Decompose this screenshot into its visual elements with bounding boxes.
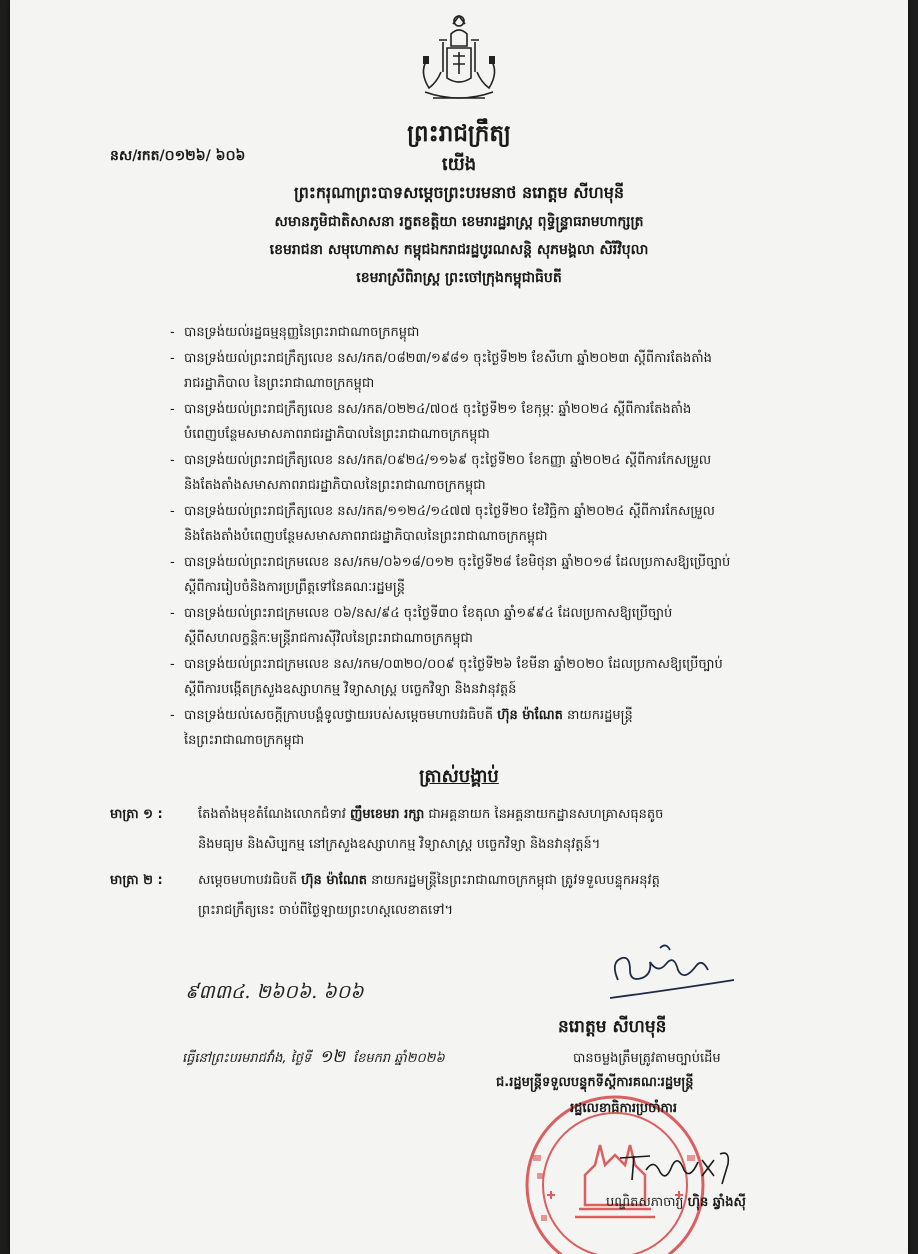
decree-page xyxy=(10,0,908,1254)
list-item: - បានទ្រង់យល់រដ្ឋធម្មនុញ្ញនៃព្រះរាជាណាចក្រកម្ពុជា xyxy=(170,325,420,340)
article-text: នាយករដ្ឋមន្ត្រីនៃព្រះរាជាណាចក្រកម្ពុជា ត្រូវទទួលបន្ទុកអនុវត្ត xyxy=(371,873,660,888)
certified-copy-text: បានចម្លងត្រឹមត្រូវតាមច្បាប់ដើម xyxy=(573,1051,721,1066)
article-text: ព្រះរាជក្រឹត្យនេះ ចាប់ពីថ្ងៃឡាយព្រះហស្តលេខាតទៅ។ xyxy=(198,903,454,918)
article-2 xyxy=(110,866,870,926)
preliminaries-list xyxy=(170,320,860,754)
list-item-text: នៃព្រះរាជាណាចក្រកម្ពុជា xyxy=(184,733,305,748)
honor-line-3: ខេមរាស្រីពិរាស្ត្រ ព្រះចៅក្រុងកម្ពុជាធិបតី xyxy=(356,270,562,286)
pm-name: ហ៊ុន ម៉ាណែត xyxy=(301,873,367,888)
royal-arms-emblem-icon xyxy=(413,12,505,108)
deputy-minister-line: ជ.រដ្ឋមន្ត្រីទទួលបន្ទុកទីស្តីការគណៈរដ្ឋមន្ត្រី xyxy=(496,1075,694,1090)
list-item: - បានទ្រង់យល់ព្រះរាជក្រមលេខ នស/រកម/០៦១៨/០១២ ចុះថ្ងៃទី២៨ ខែមិថុនា ឆ្នាំ២០១៨ ដែលប្រកាសឱ្យប្រើច្បាប់ ស្តីពីការរៀបចំនិងការប្រព្រឹត្តទៅនៃគណៈរដ្ឋមន្ត្រី xyxy=(170,550,860,601)
honor-line-2: ខេមរាជនា សមុហោភាស កម្ពុជឯករាជរដ្ឋបូរណសន្តិ សុភមង្គលា សិរីវិបុលា xyxy=(269,242,649,258)
list-item-text: និងតែងតាំងបំពេញបន្ថែមសមាសភាពរាជរដ្ឋាភិបាលនៃព្រះរាជាណាចក្រកម្ពុជា xyxy=(184,529,548,544)
list-item: - បានទ្រង់យល់ព្រះរាជក្រមលេខ នស/រកម/០៣២០/០០៩ ចុះថ្ងៃទី២៦ ខែមីនា ឆ្នាំ២០២០ ដែលប្រកាសឱ្យប្រើច្បាប់ ស្តីពីការបង្កើតក្រសួងឧស្សាហកម្ម វិទ្យាសាស្ត្រ បច្ចេកវិទ្យា និងនវានុវត្តន៍ xyxy=(170,652,860,703)
article-text: សម្តេចមហាបវរធិបតី xyxy=(198,873,298,888)
scholar-name: ហ៊ិន ឆ្វាំងស៊ី xyxy=(687,1195,746,1210)
pm-name: ហ៊ុន ម៉ាណែត xyxy=(497,707,563,723)
list-item-text: នាយករដ្ឋមន្ត្រី xyxy=(567,707,633,723)
honor-line-1: សមានភូមិជាតិសាសនា រក្ខតខត្តិយា ខេមរារដ្ឋរាស្ត្រ ពុទ្ធិន្ទ្រាធរាមហាក្សត្រ xyxy=(274,214,644,230)
article-label: មាត្រា ១ : xyxy=(110,807,163,822)
order-heading: ត្រាស់បង្គាប់ xyxy=(419,766,499,787)
list-item: - បានទ្រង់យល់ព្រះរាជក្រឹត្យលេខ នស/រកត/១១២៤/១៤៧៧ ចុះថ្ងៃទី២០ ខែវិច្ឆិកា ឆ្នាំ២០២៤ ស្តីពីការកែសម្រួល និងតែងតាំងបំពេញបន្ថែមសមាសភាពរាជរដ្ឋាភិបាលនៃព្រះរាជាណាចក្រកម្ពុជា xyxy=(170,499,860,550)
list-item-text: បានទ្រង់យល់ព្រះរាជក្រឹត្យលេខ នស/រកត/០៩២៤/១១៦៩ ចុះថ្ងៃទី២០ ខែកញ្ញា ឆ្នាំ២០២៤ ស្តីពីការកែសម្រួល xyxy=(184,452,712,468)
signer-name: នរោត្តម សីហមុនី xyxy=(558,1017,667,1037)
list-item-text: បានទ្រង់យល់ព្រះរាជក្រឹត្យលេខ នស/រកត/០២២៤/៧០៥ ចុះថ្ងៃទី២១ ខែកុម្ភៈ ឆ្នាំ២០២៤ ស្តីពីការតែងតាំង xyxy=(184,401,692,417)
king-title-line: ព្រះករុណាព្រះបាទសម្តេចព្រះបរមនាថ នរោត្តម សីហមុនី xyxy=(293,183,625,202)
appointee-name: ញឹមខេមរា រក្សា xyxy=(350,807,425,822)
official-signature-icon xyxy=(610,1140,750,1190)
article-text: តែងតាំងមុខតំណែងលោកជំទាវ xyxy=(198,807,346,822)
king-signature-icon xyxy=(600,940,740,1004)
decree-number: នស/រកត/០១២៦/ ៦០៦ xyxy=(110,148,246,164)
handwritten-date: ៩៣៣៤. ២៦០៦. ៦០៦ xyxy=(185,981,364,1003)
place-date-suffix: ខែមករា ឆ្នាំ២០២៦ xyxy=(353,1051,445,1066)
secretary-of-state-line: រដ្ឋលេខាធិការប្រចាំការ xyxy=(570,1101,678,1116)
list-item-text: ស្តីពីការរៀបចំនិងការប្រព្រឹត្តទៅនៃគណៈរដ្ឋមន្ត្រី xyxy=(184,580,405,595)
list-item: - បានទ្រង់យល់ព្រះរាជក្រឹត្យលេខ នស/រកត/០៩២៤/១១៦៩ ចុះថ្ងៃទី២០ ខែកញ្ញា ឆ្នាំ២០២៤ ស្តីពីការកែសម្រួល និងតែងតាំងសមាសភាពរាជរដ្ឋាភិបាលនៃព្រះរាជាណាចក្រកម្ពុជា xyxy=(170,448,860,499)
article-text: ជាអគ្គនាយក នៃអគ្គនាយកដ្ឋានសហគ្រាសធុនតូច xyxy=(428,807,664,822)
article-text: និងមធ្យម និងសិប្បកម្ម នៅក្រសួងឧស្សាហកម្ម វិទ្យាសាស្ត្រ បច្ចេកវិទ្យា និងនវានុវត្តន៍។ xyxy=(198,837,601,852)
article-1 xyxy=(110,800,870,860)
yeung-heading: យើង xyxy=(441,154,477,175)
list-item-text: និងតែងតាំងសមាសភាពរាជរដ្ឋាភិបាលនៃព្រះរាជាណាចក្រកម្ពុជា xyxy=(184,478,486,493)
list-item: - បានទ្រង់យល់ព្រះរាជក្រឹត្យលេខ នស/រកត/០៨២៣/១៩៨១ ចុះថ្ងៃទី២២ ខែសីហា ឆ្នាំ២០២៣ ស្តីពីការតែងតាំង រាជរដ្ឋាភិបាល នៃព្រះរាជាណាចក្រកម្ពុជា xyxy=(170,346,860,397)
place-date-day: ១២ xyxy=(319,1047,345,1067)
list-item-text: បានទ្រង់យល់ព្រះរាជក្រឹត្យលេខ នស/រកត/១១២៤/១៤៧៧ ចុះថ្ងៃទី២០ ខែវិច្ឆិកា ឆ្នាំ២០២៤ ស្តីពីការកែសម្រួល xyxy=(184,503,715,519)
list-item-text: បានទ្រង់យល់ព្រះរាជក្រមលេខ ០៦/នស/៩៤ ចុះថ្ងៃទី៣០ ខែតុលា ឆ្នាំ១៩៩៤ ដែលប្រកាសឱ្យប្រើច្បាប់ xyxy=(184,605,673,621)
list-item-text: បានទ្រង់យល់ព្រះរាជក្រមលេខ នស/រកម/០៣២០/០០៩ ចុះថ្ងៃទី២៦ ខែមីនា ឆ្នាំ២០២០ ដែលប្រកាសឱ្យប្រើច្បាប់ xyxy=(184,656,723,672)
list-item-text: បានទ្រង់យល់ព្រះរាជក្រឹត្យលេខ នស/រកត/០៨២៣/១៩៨១ ចុះថ្ងៃទី២២ ខែសីហា ឆ្នាំ២០២៣ ស្តីពីការតែងតាំង xyxy=(184,350,712,366)
article-label: មាត្រា ២ : xyxy=(110,873,163,888)
list-item-text: ស្តីពីការបង្កើតក្រសួងឧស្សាហកម្ម វិទ្យាសាស្ត្រ បច្ចេកវិទ្យា និងនវានុវត្តន៍ xyxy=(184,682,517,697)
list-item-text: បានទ្រង់យល់រដ្ឋធម្មនុញ្ញនៃព្រះរាជាណាចក្រកម្ពុជា xyxy=(184,325,420,340)
list-item: - បានទ្រង់យល់សេចក្តីក្រាបបង្គំទូលថ្វាយរបស់សម្តេចមហាបវរធិបតី ហ៊ុន ម៉ាណែត នាយករដ្ឋមន្ត្រី នៃព្រះរាជាណាចក្រកម្ពុជា xyxy=(170,703,860,754)
scholar-title: បណ្ឌិតសភាចារ្យ xyxy=(606,1195,684,1210)
list-item-text: ស្តីពីសហលក្ខន្តិកៈមន្ត្រីរាជការស៊ីវិលនៃព្រះរាជាណាចក្រកម្ពុជា xyxy=(184,631,473,646)
place-date xyxy=(182,1046,445,1071)
list-item-text: រាជរដ្ឋាភិបាល នៃព្រះរាជាណាចក្រកម្ពុជា xyxy=(184,376,375,391)
certifying-official xyxy=(606,1194,746,1213)
place-date-prefix: ធ្វើនៅព្រះបរមរាជវាំង, ថ្ងៃទី xyxy=(182,1051,312,1066)
list-item-text: បានទ្រង់យល់សេចក្តីក្រាបបង្គំទូលថ្វាយរបស់សម្តេចមហាបវរធិបតី xyxy=(184,707,493,723)
list-item: - បានទ្រង់យល់ព្រះរាជក្រឹត្យលេខ នស/រកត/០២២៤/៧០៥ ចុះថ្ងៃទី២១ ខែកុម្ភៈ ឆ្នាំ២០២៤ ស្តីពីការតែងតាំង បំពេញបន្ថែមសមាសភាពរាជរដ្ឋាភិបាលនៃព្រះរាជាណាចក្រកម្ពុជា xyxy=(170,397,860,448)
list-item-text: បំពេញបន្ថែមសមាសភាពរាជរដ្ឋាភិបាលនៃព្រះរាជាណាចក្រកម្ពុជា xyxy=(184,427,490,442)
list-item-text: បានទ្រង់យល់ព្រះរាជក្រមលេខ នស/រកម/០៦១៨/០១២ ចុះថ្ងៃទី២៨ ខែមិថុនា ឆ្នាំ២០១៨ ដែលប្រកាសឱ្យប្រើច្បាប់ xyxy=(184,554,731,570)
document-title: ព្រះរាជក្រឹត្យ xyxy=(407,121,511,147)
list-item: - បានទ្រង់យល់ព្រះរាជក្រមលេខ ០៦/នស/៩៤ ចុះថ្ងៃទី៣០ ខែតុលា ឆ្នាំ១៩៩៤ ដែលប្រកាសឱ្យប្រើច្បាប់ ស្តីពីសហលក្ខន្តិកៈមន្ត្រីរាជការស៊ីវិលនៃព្រះរាជាណាចក្រកម្ពុជា xyxy=(170,601,860,652)
